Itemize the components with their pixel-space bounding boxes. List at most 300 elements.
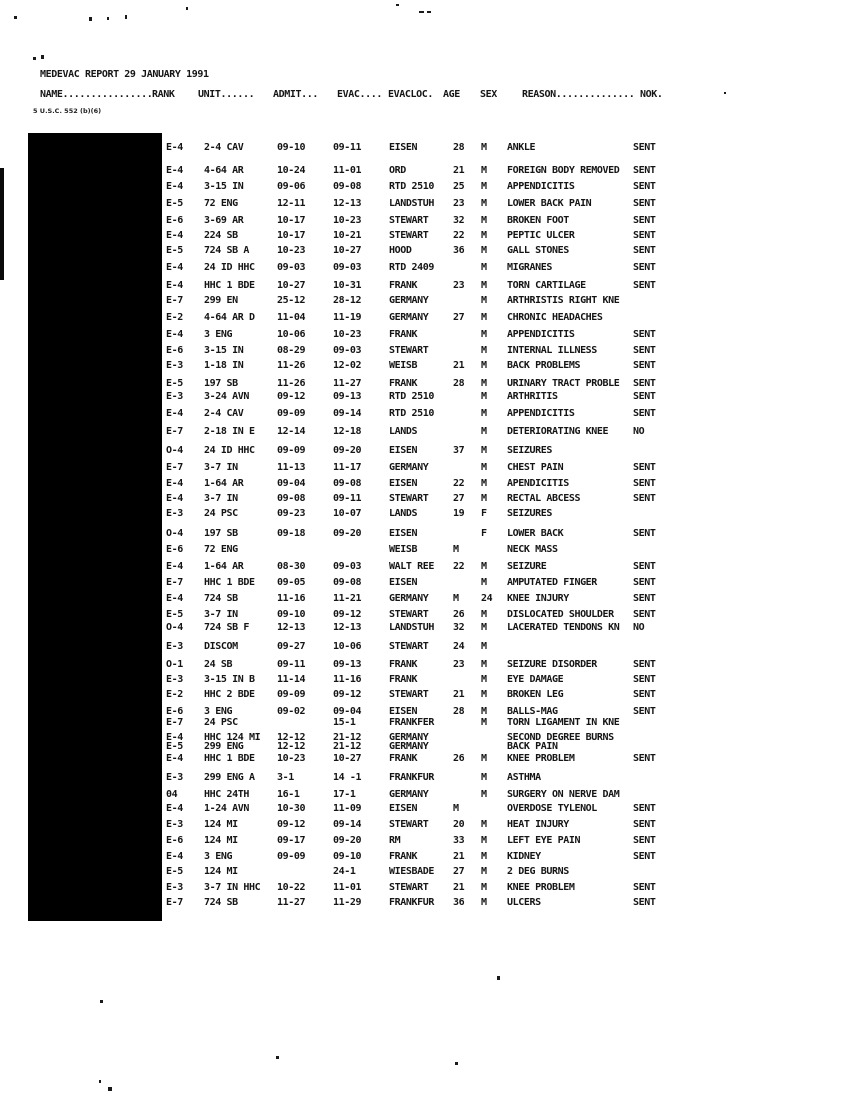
cell-nok: SENT xyxy=(633,391,656,402)
cell-nok: SENT xyxy=(633,851,656,862)
cell-nok: SENT xyxy=(633,674,656,685)
cell-evacloc: GERMANY xyxy=(389,593,429,604)
cell-age: 28 xyxy=(453,378,465,389)
cell-nok: SENT xyxy=(633,345,656,356)
cell-sex: M xyxy=(481,165,487,176)
cell-reason: URINARY TRACT PROBLE xyxy=(507,378,620,389)
cell-evacloc: LANDSTUH xyxy=(389,622,434,633)
table-row xyxy=(0,262,864,275)
cell-unit: 24 PSC xyxy=(204,717,238,728)
cell-reason: SEIZURE DISORDER xyxy=(507,659,597,670)
cell-admit: 10-17 xyxy=(277,215,306,226)
cell-nok: SENT xyxy=(633,609,656,620)
cell-age: M xyxy=(453,593,459,604)
cell-nok: SENT xyxy=(633,378,656,389)
cell-rank: E-4 xyxy=(166,181,183,192)
cell-rank: E-6 xyxy=(166,835,183,846)
cell-admit: 09-09 xyxy=(277,445,306,456)
table-row xyxy=(0,659,864,672)
cell-evacloc: FRANK xyxy=(389,329,418,340)
table-row xyxy=(0,819,864,832)
cell-reason: BALLS-MAG xyxy=(507,706,558,717)
cell-sex: M xyxy=(481,215,487,226)
cell-sex: M xyxy=(481,882,487,893)
cell-age: 27 xyxy=(453,493,465,504)
table-row xyxy=(0,245,864,258)
cell-evacloc: ORD xyxy=(389,165,406,176)
table-row xyxy=(0,789,864,802)
cell-sex: M xyxy=(481,561,487,572)
cell-evac: 11-16 xyxy=(333,674,362,685)
cell-unit: 724 SB A xyxy=(204,245,249,256)
cell-evacloc: EISEN xyxy=(389,803,418,814)
cell-rank: E-4 xyxy=(166,593,183,604)
col-header-sex: SEX xyxy=(480,89,497,100)
cell-rank: E-4 xyxy=(166,280,183,291)
table-row xyxy=(0,622,864,635)
table-row xyxy=(0,142,864,155)
cell-evac: 09-10 xyxy=(333,851,362,862)
cell-evac: 10-07 xyxy=(333,508,362,519)
cell-admit: 10-30 xyxy=(277,803,306,814)
cell-evacloc: GERMANY xyxy=(389,741,429,752)
table-row xyxy=(0,717,864,730)
cell-evacloc: GERMANY xyxy=(389,312,429,323)
table-row xyxy=(0,462,864,475)
cell-reason: DISLOCATED SHOULDER xyxy=(507,609,614,620)
scan-speck xyxy=(276,1056,279,1059)
cell-nok: SENT xyxy=(633,803,656,814)
table-row xyxy=(0,772,864,785)
cell-evacloc: WIESBADE xyxy=(389,866,434,877)
cell-reason: CHRONIC HEADACHES xyxy=(507,312,603,323)
cell-evac: 11-29 xyxy=(333,897,362,908)
cell-reason: APPENDICITIS xyxy=(507,408,575,419)
cell-rank: E-3 xyxy=(166,772,183,783)
cell-evac: 09-20 xyxy=(333,528,362,539)
scan-speck xyxy=(107,17,109,20)
cell-sex: M xyxy=(481,245,487,256)
cell-sex: M xyxy=(481,689,487,700)
cell-evac: 21-12 xyxy=(333,732,362,743)
cell-unit: 72 ENG xyxy=(204,198,238,209)
cell-sex: M xyxy=(481,462,487,473)
cell-reason: ARTHRISTIS RIGHT KNE xyxy=(507,295,620,306)
table-row xyxy=(0,445,864,458)
cell-rank: E-3 xyxy=(166,508,183,519)
scan-speck xyxy=(724,92,726,94)
cell-unit: 3 ENG xyxy=(204,329,233,340)
cell-admit: 12-12 xyxy=(277,741,306,752)
cell-sex: M xyxy=(481,391,487,402)
scan-speck xyxy=(89,17,92,21)
cell-sex: M xyxy=(481,835,487,846)
cell-evac: 14 -1 xyxy=(333,772,362,783)
cell-admit: 09-08 xyxy=(277,493,306,504)
cell-sex: M xyxy=(481,445,487,456)
cell-evac: 10-31 xyxy=(333,280,362,291)
table-row xyxy=(0,312,864,325)
cell-evacloc: EISEN xyxy=(389,445,418,456)
cell-unit: 4-64 AR D xyxy=(204,312,255,323)
cell-evac: 24-1 xyxy=(333,866,356,877)
cell-sex: M xyxy=(481,198,487,209)
cell-evac: 11-01 xyxy=(333,165,362,176)
table-row xyxy=(0,198,864,211)
cell-reason: GALL STONES xyxy=(507,245,569,256)
cell-unit: HHC 2 BDE xyxy=(204,689,255,700)
cell-evacloc: FRANKFUR xyxy=(389,772,434,783)
cell-evac: 10-06 xyxy=(333,641,362,652)
cell-unit: HHC 1 BDE xyxy=(204,577,255,588)
cell-unit: 3-15 IN xyxy=(204,181,244,192)
cell-evacloc: STEWART xyxy=(389,493,429,504)
foia-exemption-note: 5 U.S.C. 552 (b)(6) xyxy=(33,107,102,115)
cell-age: 24 xyxy=(453,641,465,652)
table-row xyxy=(0,426,864,439)
cell-admit: 11-04 xyxy=(277,312,306,323)
cell-sex: M xyxy=(481,897,487,908)
cell-nok: NO xyxy=(633,426,645,437)
cell-nok: SENT xyxy=(633,819,656,830)
cell-age: M xyxy=(453,803,459,814)
cell-age: 23 xyxy=(453,198,465,209)
scan-speck xyxy=(455,1062,458,1065)
table-row xyxy=(0,230,864,243)
cell-unit: 3-7 IN xyxy=(204,462,238,473)
cell-rank: E-4 xyxy=(166,732,183,743)
cell-sex: M xyxy=(481,295,487,306)
cell-sex: M xyxy=(481,262,487,273)
cell-admit: 09-06 xyxy=(277,181,306,192)
cell-nok: SENT xyxy=(633,478,656,489)
cell-nok: NO xyxy=(633,622,645,633)
cell-evacloc: STEWART xyxy=(389,641,429,652)
cell-admit: 10-27 xyxy=(277,280,306,291)
cell-rank: E-6 xyxy=(166,544,183,555)
table-row xyxy=(0,609,864,622)
cell-evacloc: RM xyxy=(389,835,401,846)
cell-admit: 09-09 xyxy=(277,408,306,419)
cell-unit: 197 SB xyxy=(204,378,238,389)
cell-evac: 09-04 xyxy=(333,706,362,717)
cell-rank: E-3 xyxy=(166,882,183,893)
cell-rank: E-4 xyxy=(166,561,183,572)
cell-unit: DISCOM xyxy=(204,641,238,652)
cell-reason: BACK PAIN xyxy=(507,741,558,752)
cell-evacloc: EISEN xyxy=(389,528,418,539)
cell-unit: 299 ENG xyxy=(204,741,244,752)
cell-sex: M xyxy=(481,577,487,588)
cell-evac: 11-27 xyxy=(333,378,362,389)
cell-evac: 11-21 xyxy=(333,593,362,604)
cell-nok: SENT xyxy=(633,408,656,419)
cell-evacloc: FRANK xyxy=(389,378,418,389)
cell-evacloc: HOOD xyxy=(389,245,412,256)
cell-evacloc: EISEN xyxy=(389,142,418,153)
cell-unit: HHC 24TH xyxy=(204,789,249,800)
cell-admit: 10-24 xyxy=(277,165,306,176)
cell-evacloc: GERMANY xyxy=(389,462,429,473)
cell-sex: M xyxy=(481,772,487,783)
scan-speck xyxy=(108,1087,112,1091)
cell-nok: SENT xyxy=(633,706,656,717)
cell-rank: O-1 xyxy=(166,659,183,670)
cell-reason: CHEST PAIN xyxy=(507,462,564,473)
cell-evacloc: FRANKFUR xyxy=(389,897,434,908)
cell-rank: E-4 xyxy=(166,803,183,814)
scan-speck xyxy=(33,57,36,60)
cell-unit: 3 ENG xyxy=(204,851,233,862)
cell-nok: SENT xyxy=(633,689,656,700)
cell-rank: E-2 xyxy=(166,312,183,323)
cell-age: 19 xyxy=(453,508,465,519)
table-row xyxy=(0,544,864,557)
col-header-admit: ADMIT... xyxy=(273,89,318,100)
cell-evacloc: FRANK xyxy=(389,659,418,670)
cell-admit: 11-26 xyxy=(277,378,306,389)
cell-admit: 09-12 xyxy=(277,391,306,402)
cell-unit: 124 MI xyxy=(204,866,238,877)
cell-unit: 24 PSC xyxy=(204,508,238,519)
cell-age: 21 xyxy=(453,165,465,176)
cell-nok: SENT xyxy=(633,360,656,371)
cell-reason: ANKLE xyxy=(507,142,536,153)
cell-unit: 724 SB F xyxy=(204,622,249,633)
cell-nok: SENT xyxy=(633,835,656,846)
cell-admit: 10-17 xyxy=(277,230,306,241)
col-header-evacloc: EVACLOC. xyxy=(388,89,433,100)
cell-sex: M xyxy=(481,280,487,291)
cell-evacloc: LANDS xyxy=(389,426,418,437)
cell-age: 27 xyxy=(453,312,465,323)
table-row xyxy=(0,835,864,848)
cell-admit: 12-14 xyxy=(277,426,306,437)
cell-reason: MIGRANES xyxy=(507,262,552,273)
cell-sex: M xyxy=(481,493,487,504)
cell-admit: 09-12 xyxy=(277,819,306,830)
cell-sex: M xyxy=(481,717,487,728)
report-title: MEDEVAC REPORT 29 JANUARY 1991 xyxy=(40,69,209,80)
cell-unit: 2-4 CAV xyxy=(204,142,244,153)
cell-unit: 72 ENG xyxy=(204,544,238,555)
col-header-age: AGE xyxy=(443,89,460,100)
cell-reason: SEIZURES xyxy=(507,508,552,519)
cell-sex: M xyxy=(481,360,487,371)
cell-sex: M xyxy=(481,329,487,340)
cell-rank: E-4 xyxy=(166,262,183,273)
cell-evac: 12-13 xyxy=(333,622,362,633)
cell-age: 21 xyxy=(453,882,465,893)
cell-admit: 10-06 xyxy=(277,329,306,340)
cell-nok: SENT xyxy=(633,753,656,764)
cell-rank: E-3 xyxy=(166,819,183,830)
cell-sex: M xyxy=(481,622,487,633)
cell-admit: 09-27 xyxy=(277,641,306,652)
cell-admit: 16-1 xyxy=(277,789,300,800)
table-row xyxy=(0,674,864,687)
cell-evac: 10-27 xyxy=(333,245,362,256)
cell-evac: 09-08 xyxy=(333,478,362,489)
cell-admit: 11-27 xyxy=(277,897,306,908)
cell-evac: 09-20 xyxy=(333,835,362,846)
cell-reason: BROKEN FOOT xyxy=(507,215,569,226)
scan-speck xyxy=(186,7,188,10)
cell-unit: 724 SB xyxy=(204,897,238,908)
table-row xyxy=(0,280,864,293)
cell-rank: E-7 xyxy=(166,717,183,728)
cell-evacloc: FRANK xyxy=(389,280,418,291)
cell-evac: 15-1 xyxy=(333,717,356,728)
table-row xyxy=(0,329,864,342)
cell-evacloc: STEWART xyxy=(389,345,429,356)
col-header-rank: RANK xyxy=(152,89,175,100)
cell-admit: 09-23 xyxy=(277,508,306,519)
cell-reason: DETERIORATING KNEE xyxy=(507,426,609,437)
cell-evac: 11-17 xyxy=(333,462,362,473)
table-row xyxy=(0,181,864,194)
cell-age: 22 xyxy=(453,478,465,489)
cell-evacloc: EISEN xyxy=(389,478,418,489)
scan-speck xyxy=(100,1000,103,1003)
cell-admit: 09-02 xyxy=(277,706,306,717)
cell-nok: SENT xyxy=(633,181,656,192)
cell-rank: E-3 xyxy=(166,391,183,402)
cell-age: 20 xyxy=(453,819,465,830)
cell-unit: 124 MI xyxy=(204,819,238,830)
cell-admit: 09-03 xyxy=(277,262,306,273)
cell-evac: 17-1 xyxy=(333,789,356,800)
scan-speck xyxy=(99,1080,101,1083)
cell-unit: 2-4 CAV xyxy=(204,408,244,419)
table-row xyxy=(0,866,864,879)
table-row xyxy=(0,391,864,404)
cell-reason: SEIZURES xyxy=(507,445,552,456)
cell-evac: 09-08 xyxy=(333,181,362,192)
col-header-evac: EVAC.... xyxy=(337,89,382,100)
table-row xyxy=(0,851,864,864)
cell-evacloc: FRANK xyxy=(389,753,418,764)
cell-rank: E-4 xyxy=(166,753,183,764)
cell-rank: E-5 xyxy=(166,245,183,256)
cell-evacloc: STEWART xyxy=(389,882,429,893)
table-row xyxy=(0,345,864,358)
cell-reason: BACK PROBLEMS xyxy=(507,360,581,371)
cell-reason: FOREIGN BODY REMOVED xyxy=(507,165,620,176)
cell-reason: TORN CARTILAGE xyxy=(507,280,586,291)
cell-sex: M xyxy=(481,181,487,192)
table-row xyxy=(0,577,864,590)
cell-reason: OVERDOSE TYLENOL xyxy=(507,803,597,814)
cell-rank: O-4 xyxy=(166,445,183,456)
cell-nok: SENT xyxy=(633,198,656,209)
cell-reason: APPENDICITIS xyxy=(507,329,575,340)
cell-evacloc: GERMANY xyxy=(389,789,429,800)
cell-rank: E-4 xyxy=(166,329,183,340)
cell-sex: M xyxy=(481,659,487,670)
cell-unit: 3-15 IN B xyxy=(204,674,255,685)
cell-evacloc: LANDS xyxy=(389,508,418,519)
cell-sex: F xyxy=(481,528,487,539)
cell-evac: 09-08 xyxy=(333,577,362,588)
table-row xyxy=(0,641,864,654)
scan-speck xyxy=(125,15,127,19)
cell-unit: 4-64 AR xyxy=(204,165,244,176)
cell-admit: 11-14 xyxy=(277,674,306,685)
cell-reason: KNEE PROBLEM xyxy=(507,882,575,893)
cell-unit: 24 SB xyxy=(204,659,233,670)
cell-admit: 10-23 xyxy=(277,753,306,764)
cell-rank: E-5 xyxy=(166,866,183,877)
cell-admit: 08-29 xyxy=(277,345,306,356)
cell-sex: M xyxy=(481,819,487,830)
table-row xyxy=(0,408,864,421)
cell-rank: E-7 xyxy=(166,295,183,306)
col-header-reason: REASON.............. xyxy=(522,89,635,100)
cell-reason: KIDNEY xyxy=(507,851,541,862)
cell-rank: O-4 xyxy=(166,622,183,633)
cell-unit: 3-24 AVN xyxy=(204,391,249,402)
cell-reason: BROKEN LEG xyxy=(507,689,564,700)
cell-admit: 09-10 xyxy=(277,142,306,153)
cell-rank: E-5 xyxy=(166,378,183,389)
scan-speck xyxy=(14,16,17,19)
cell-admit: 09-05 xyxy=(277,577,306,588)
cell-age: 37 xyxy=(453,445,465,456)
cell-evac: 10-23 xyxy=(333,215,362,226)
cell-unit: 1-64 AR xyxy=(204,478,244,489)
cell-admit: 09-04 xyxy=(277,478,306,489)
cell-reason: SURGERY ON NERVE DAM xyxy=(507,789,620,800)
cell-age: 27 xyxy=(453,866,465,877)
cell-nok: SENT xyxy=(633,245,656,256)
cell-evac: 09-20 xyxy=(333,445,362,456)
cell-admit: 09-09 xyxy=(277,689,306,700)
cell-reason: PEPTIC ULCER xyxy=(507,230,575,241)
cell-age: 23 xyxy=(453,280,465,291)
cell-evacloc: GERMANY xyxy=(389,732,429,743)
cell-rank: E-4 xyxy=(166,478,183,489)
cell-rank: E-5 xyxy=(166,198,183,209)
cell-evacloc: WALT REE xyxy=(389,561,434,572)
col-header-nok: NOK. xyxy=(640,89,663,100)
table-row xyxy=(0,478,864,491)
cell-unit: HHC 124 MI xyxy=(204,732,261,743)
cell-unit: 3-7 IN HHC xyxy=(204,882,261,893)
table-row xyxy=(0,378,864,391)
cell-evac: 10-21 xyxy=(333,230,362,241)
cell-sex: M xyxy=(481,312,487,323)
cell-evacloc: STEWART xyxy=(389,230,429,241)
cell-reason: 2 DEG BURNS xyxy=(507,866,569,877)
cell-evac: 09-12 xyxy=(333,609,362,620)
cell-nok: SENT xyxy=(633,215,656,226)
cell-evac: 09-14 xyxy=(333,819,362,830)
cell-sex: M xyxy=(481,408,487,419)
cell-rank: E-4 xyxy=(166,230,183,241)
cell-nok: SENT xyxy=(633,882,656,893)
table-row xyxy=(0,593,864,606)
cell-reason: SECOND DEGREE BURNS xyxy=(507,732,614,743)
cell-unit: 1-24 AVN xyxy=(204,803,249,814)
cell-evac: 09-11 xyxy=(333,493,362,504)
cell-reason: ASTHMA xyxy=(507,772,541,783)
cell-nok: SENT xyxy=(633,462,656,473)
cell-sex: M xyxy=(481,609,487,620)
cell-sex: M xyxy=(481,478,487,489)
cell-evac: 09-03 xyxy=(333,262,362,273)
cell-rank: E-7 xyxy=(166,577,183,588)
